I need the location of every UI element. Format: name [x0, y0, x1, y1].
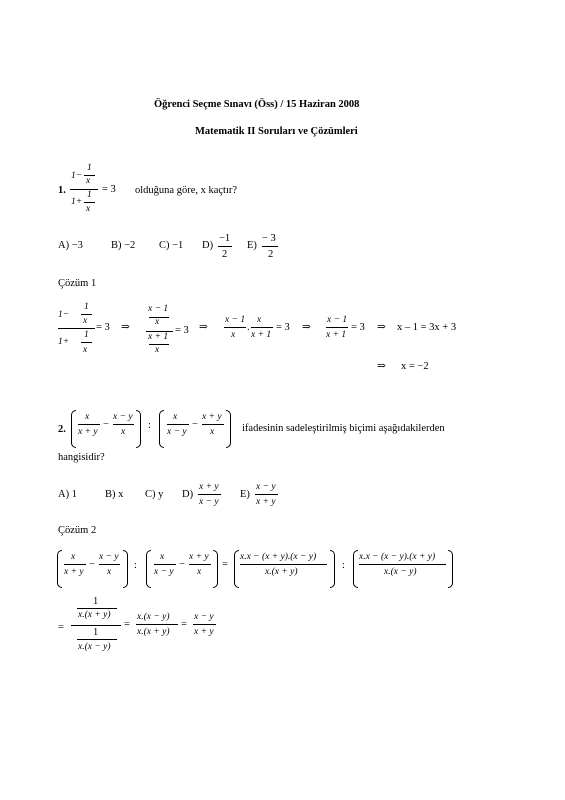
q2-option-b: B) x	[105, 489, 124, 500]
page-title: Öğrenci Seçme Sınavı (Öss) / 15 Haziran 2008	[154, 99, 360, 110]
implies-arrow-icon: ⇒	[302, 322, 311, 333]
q1-option-c: C) −1	[159, 240, 184, 251]
q2-option-c: C) y	[145, 489, 164, 500]
page-subtitle: Matematik II Soruları ve Çözümleri	[195, 126, 358, 137]
solution-1-title: Çözüm 1	[58, 278, 97, 289]
implies-arrow-icon: ⇒	[199, 322, 208, 333]
solution-1-step-5: x – 1 = 3x + 3	[397, 322, 457, 333]
solution-2-title: Çözüm 2	[58, 525, 97, 536]
q2-option-a: A) 1	[58, 489, 77, 500]
question-2-text-continued: hangisidir?	[58, 452, 105, 463]
solution-1-answer: x = −2	[401, 361, 429, 372]
implies-arrow-icon: ⇒	[377, 361, 386, 372]
question-1-number: 1.	[58, 185, 66, 196]
question-2-text: ifadesinin sadeleştirilmiş biçimi aşağıdakilerden	[242, 423, 445, 434]
implies-arrow-icon: ⇒	[377, 322, 386, 333]
question-2-number: 2.	[58, 424, 66, 435]
implies-arrow-icon: ⇒	[121, 322, 130, 333]
q1-option-a: A) −3	[58, 240, 83, 251]
question-1-text: olduğuna göre, x kaçtır?	[135, 185, 238, 196]
q1-option-b: B) −2	[111, 240, 136, 251]
